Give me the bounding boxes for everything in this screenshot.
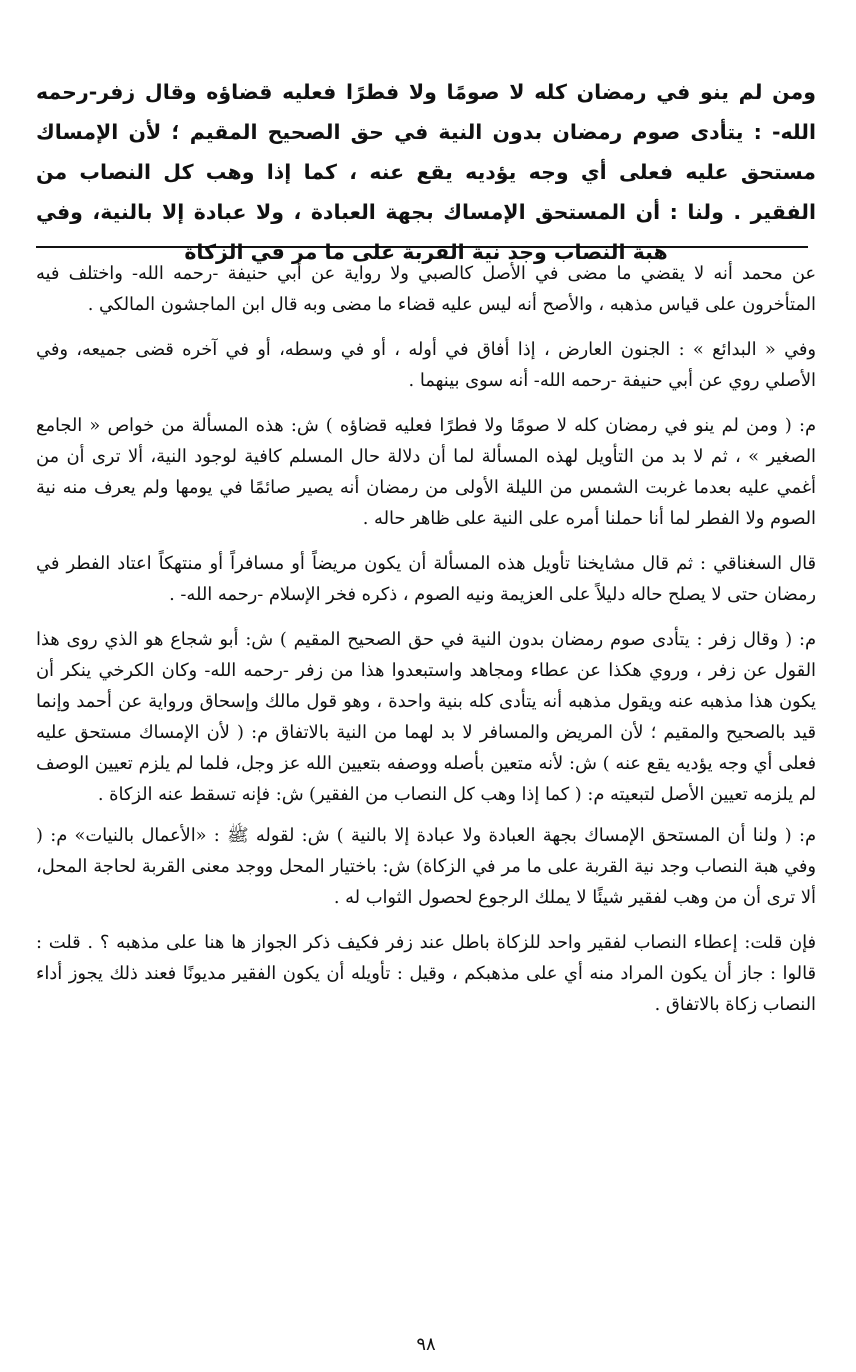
commentary-paragraph: م: ( ولنا أن المستحق الإمساك بجهة العبادة ولا عبادة إلا بالنية ) ش: لقوله ﷺ : «الأعمال بالنيات» م: ( وفي هبة النصاب وجد نية القربة على ما مر في الزكاة) ش: باختيار المحل ووجد معنى القربة لحاجة المحل، ألا ترى أن من وهب لفقير شيئًا لا يملك الرجوع لحصول الثواب له . (36, 825, 816, 908)
commentary-paragraph: قال السغناقي : ثم قال مشايخنا تأويل هذه المسألة أن يكون مريضاً أو مسافراً أو منتهكاً اعتاد الفطر في رمضان حتى لا يصلح حاله دليلاً على العزيمة ونيه الصوم ، ذكره فخر الإسلام -رحمه الله- . (36, 553, 816, 605)
commentary-section (36, 258, 816, 1034)
commentary-paragraph: م: ( وقال زفر : يتأدى صوم رمضان بدون النية في حق الصحيح المقيم ) ش: أبو شجاع هو الذي روى هذا القول عن زفر ، وروي هكذا عن عطاء ومجاهد واستبعدوا هذا من زفر -رحمه الله- وكان الكرخي ينكر أن يكون هذا مذهبه عنه ويقول مذهبه أنه يتأدى كله بنية واحدة ، وهو قول مالك وإسحاق ورواية عن أحمد وإنما قيد بالصحيح والمقيم ؛ لأن المريض والمسافر لا بد لهما من النية بالاتفاق م: ( لأن الإمساك مستحق عليه فعلى أي وجه يؤديه يقع عنه ) ش: لأنه متعين بأصله ووصفه بتعيين الله عز وجل، فلما لم يلزم تعيين الوصف لم يلزمه تعيين الأصل لتبعيته م: ( كما إذا وهب كل النصاب من الفقير) ش: فإنه تسقط عنه الزكاة . (36, 629, 816, 805)
divider-line (36, 246, 808, 248)
book-page (36, 0, 816, 1372)
page-number: ٩٨ (416, 1334, 436, 1355)
main-text: ومن لم ينو في رمضان كله لا صومًا ولا فطرًا فعليه قضاؤه وقال زفر-رحمه الله- : يتأدى صوم رمضان بدون النية في حق الصحيح المقيم ؛ لأن الإمساك مستحق عليه فعلى أي وجه يؤديه يقع عنه ، كما إذا وهب كل النصاب من الفقير . ولنا : أن المستحق الإمساك بجهة العبادة ، ولا عبادة إلا بالنية، وفي هبة النصاب وجد نية القربة على ما مر في الزكاة (36, 80, 816, 264)
commentary-paragraph: فإن قلت: إعطاء النصاب لفقير واحد للزكاة باطل عند زفر فكيف ذكر الجواز ها هنا على مذهبه ؟ . قلت : قالوا : جاز أن يكون المراد منه أي على مذهبكم ، وقيل : تأويله أن يكون الفقير مديونًا فعند ذلك يجوز أداء النصاب زكاة بالاتفاق . (36, 932, 816, 1015)
commentary-paragraph: عن محمد أنه لا يقضي ما مضى في الأصل كالصبي ولا رواية عن أبي حنيفة -رحمه الله- واختلف فيه المتأخرون على قياس مذهبه ، والأصح أنه ليس عليه قضاء ما مضى وبه قال ابن الماجشون المالكي . (36, 263, 816, 315)
commentary-paragraph: وفي « البدائع » : الجنون العارض ، إذا أفاق في أوله ، أو في وسطه، أو في آخره قضى جميعه، وفي الأصلي روي عن أبي حنيفة -رحمه الله- أنه سوى بينهما . (36, 339, 816, 391)
commentary-paragraph: م: ( ومن لم ينو في رمضان كله لا صومًا ولا فطرًا فعليه قضاؤه ) ش: هذه المسألة من خواص « الجامع الصغير » ، ثم لا بد من التأويل لهذه المسألة لما أن دلالة حال المسلم كافية لوجود النية، ألا ترى أن من أغمي عليه بعدما غربت الشمس من الليلة الأولى من رمضان أنه يصير صائمًا في يومها ولم يعرف منه نية الصوم ولا الفطر لما أنا حملنا أمره على النية على ظاهر حاله . (36, 415, 816, 529)
